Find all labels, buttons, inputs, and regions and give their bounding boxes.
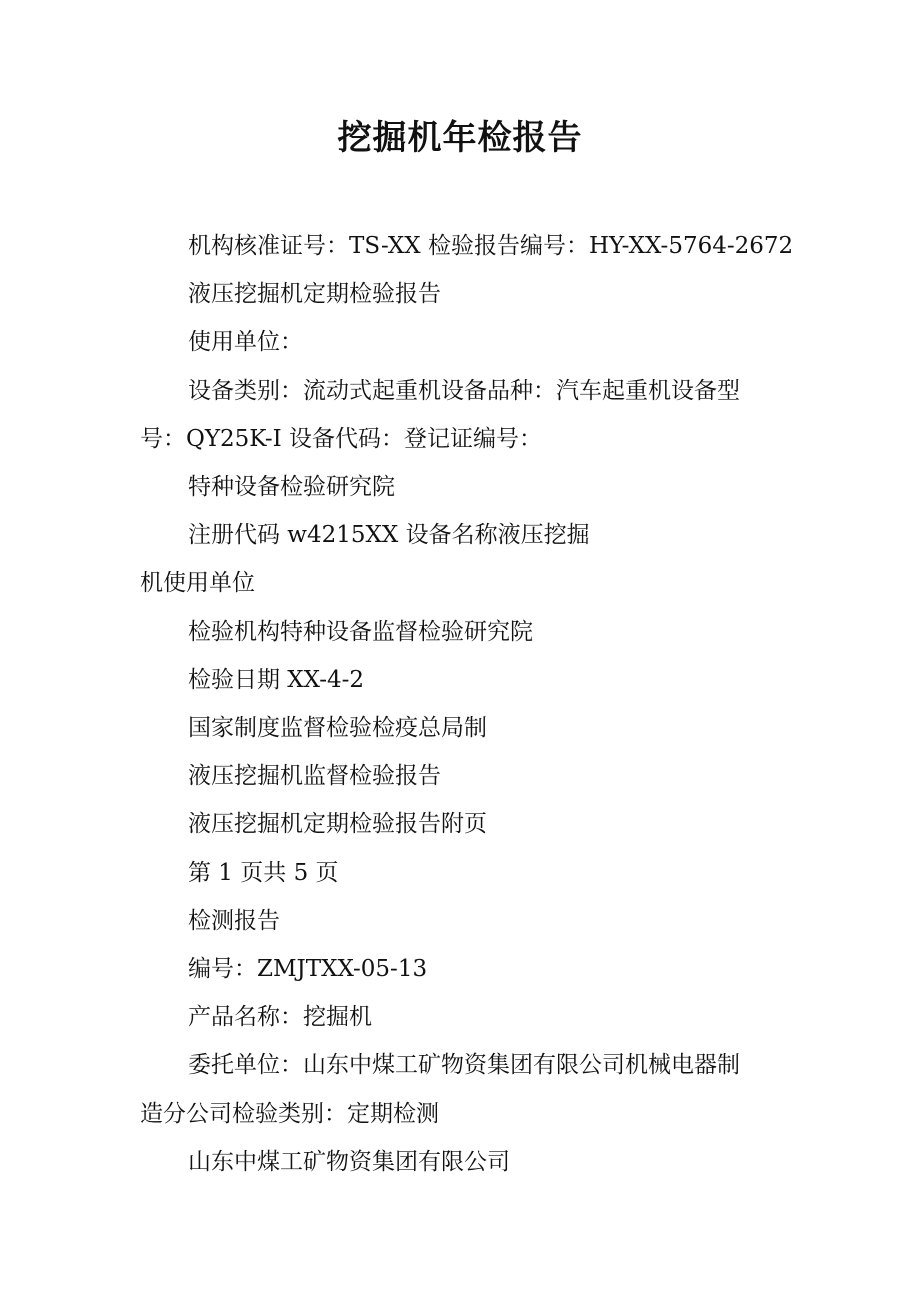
issuer-line: 国家制度监督检验检疫总局制 xyxy=(188,715,487,742)
document-body xyxy=(140,222,794,1186)
test-report-heading: 检测报告 xyxy=(188,907,280,934)
document-title: 挖掘机年检报告 xyxy=(337,118,583,158)
page-number-line: 第 1 页共 5 页 xyxy=(188,859,339,886)
institute-line: 特种设备检验研究院 xyxy=(188,474,395,501)
supervision-report-line: 液压挖掘机监督检验报告 xyxy=(188,763,441,790)
equipment-model-line: 号：QY25K-I 设备代码：登记证编号： xyxy=(140,425,542,452)
equipment-category-line: 设备类别：流动式起重机设备品种：汽车起重机设备型 xyxy=(188,377,740,404)
client-unit-line-cont: 造分公司检验类别：定期检测 xyxy=(140,1100,439,1127)
company-line: 山东中煤工矿物资集团有限公司 xyxy=(188,1148,510,1175)
registration-code-line: 注册代码 w4215XX 设备名称液压挖掘 xyxy=(188,522,590,549)
report-number-line: 编号：ZMJTXX-05-13 xyxy=(188,956,428,983)
registration-code-line-cont: 机使用单位 xyxy=(140,570,255,597)
cert-number-line: 机构核准证号：TS-XX 检验报告编号：HY-XX-5764-2672 xyxy=(188,233,794,259)
report-type-line: 液压挖掘机定期检验报告 xyxy=(188,281,441,308)
client-unit-line: 委托单位：山东中煤工矿物资集团有限公司机械电器制 xyxy=(188,1052,740,1079)
user-unit-line: 使用单位： xyxy=(188,329,303,356)
inspection-date-line: 检验日期 XX-4-2 xyxy=(188,666,365,693)
appendix-line: 液压挖掘机定期检验报告附页 xyxy=(188,811,487,838)
product-name-line: 产品名称：挖掘机 xyxy=(188,1004,372,1031)
inspection-agency-line: 检验机构特种设备监督检验研究院 xyxy=(188,618,533,645)
